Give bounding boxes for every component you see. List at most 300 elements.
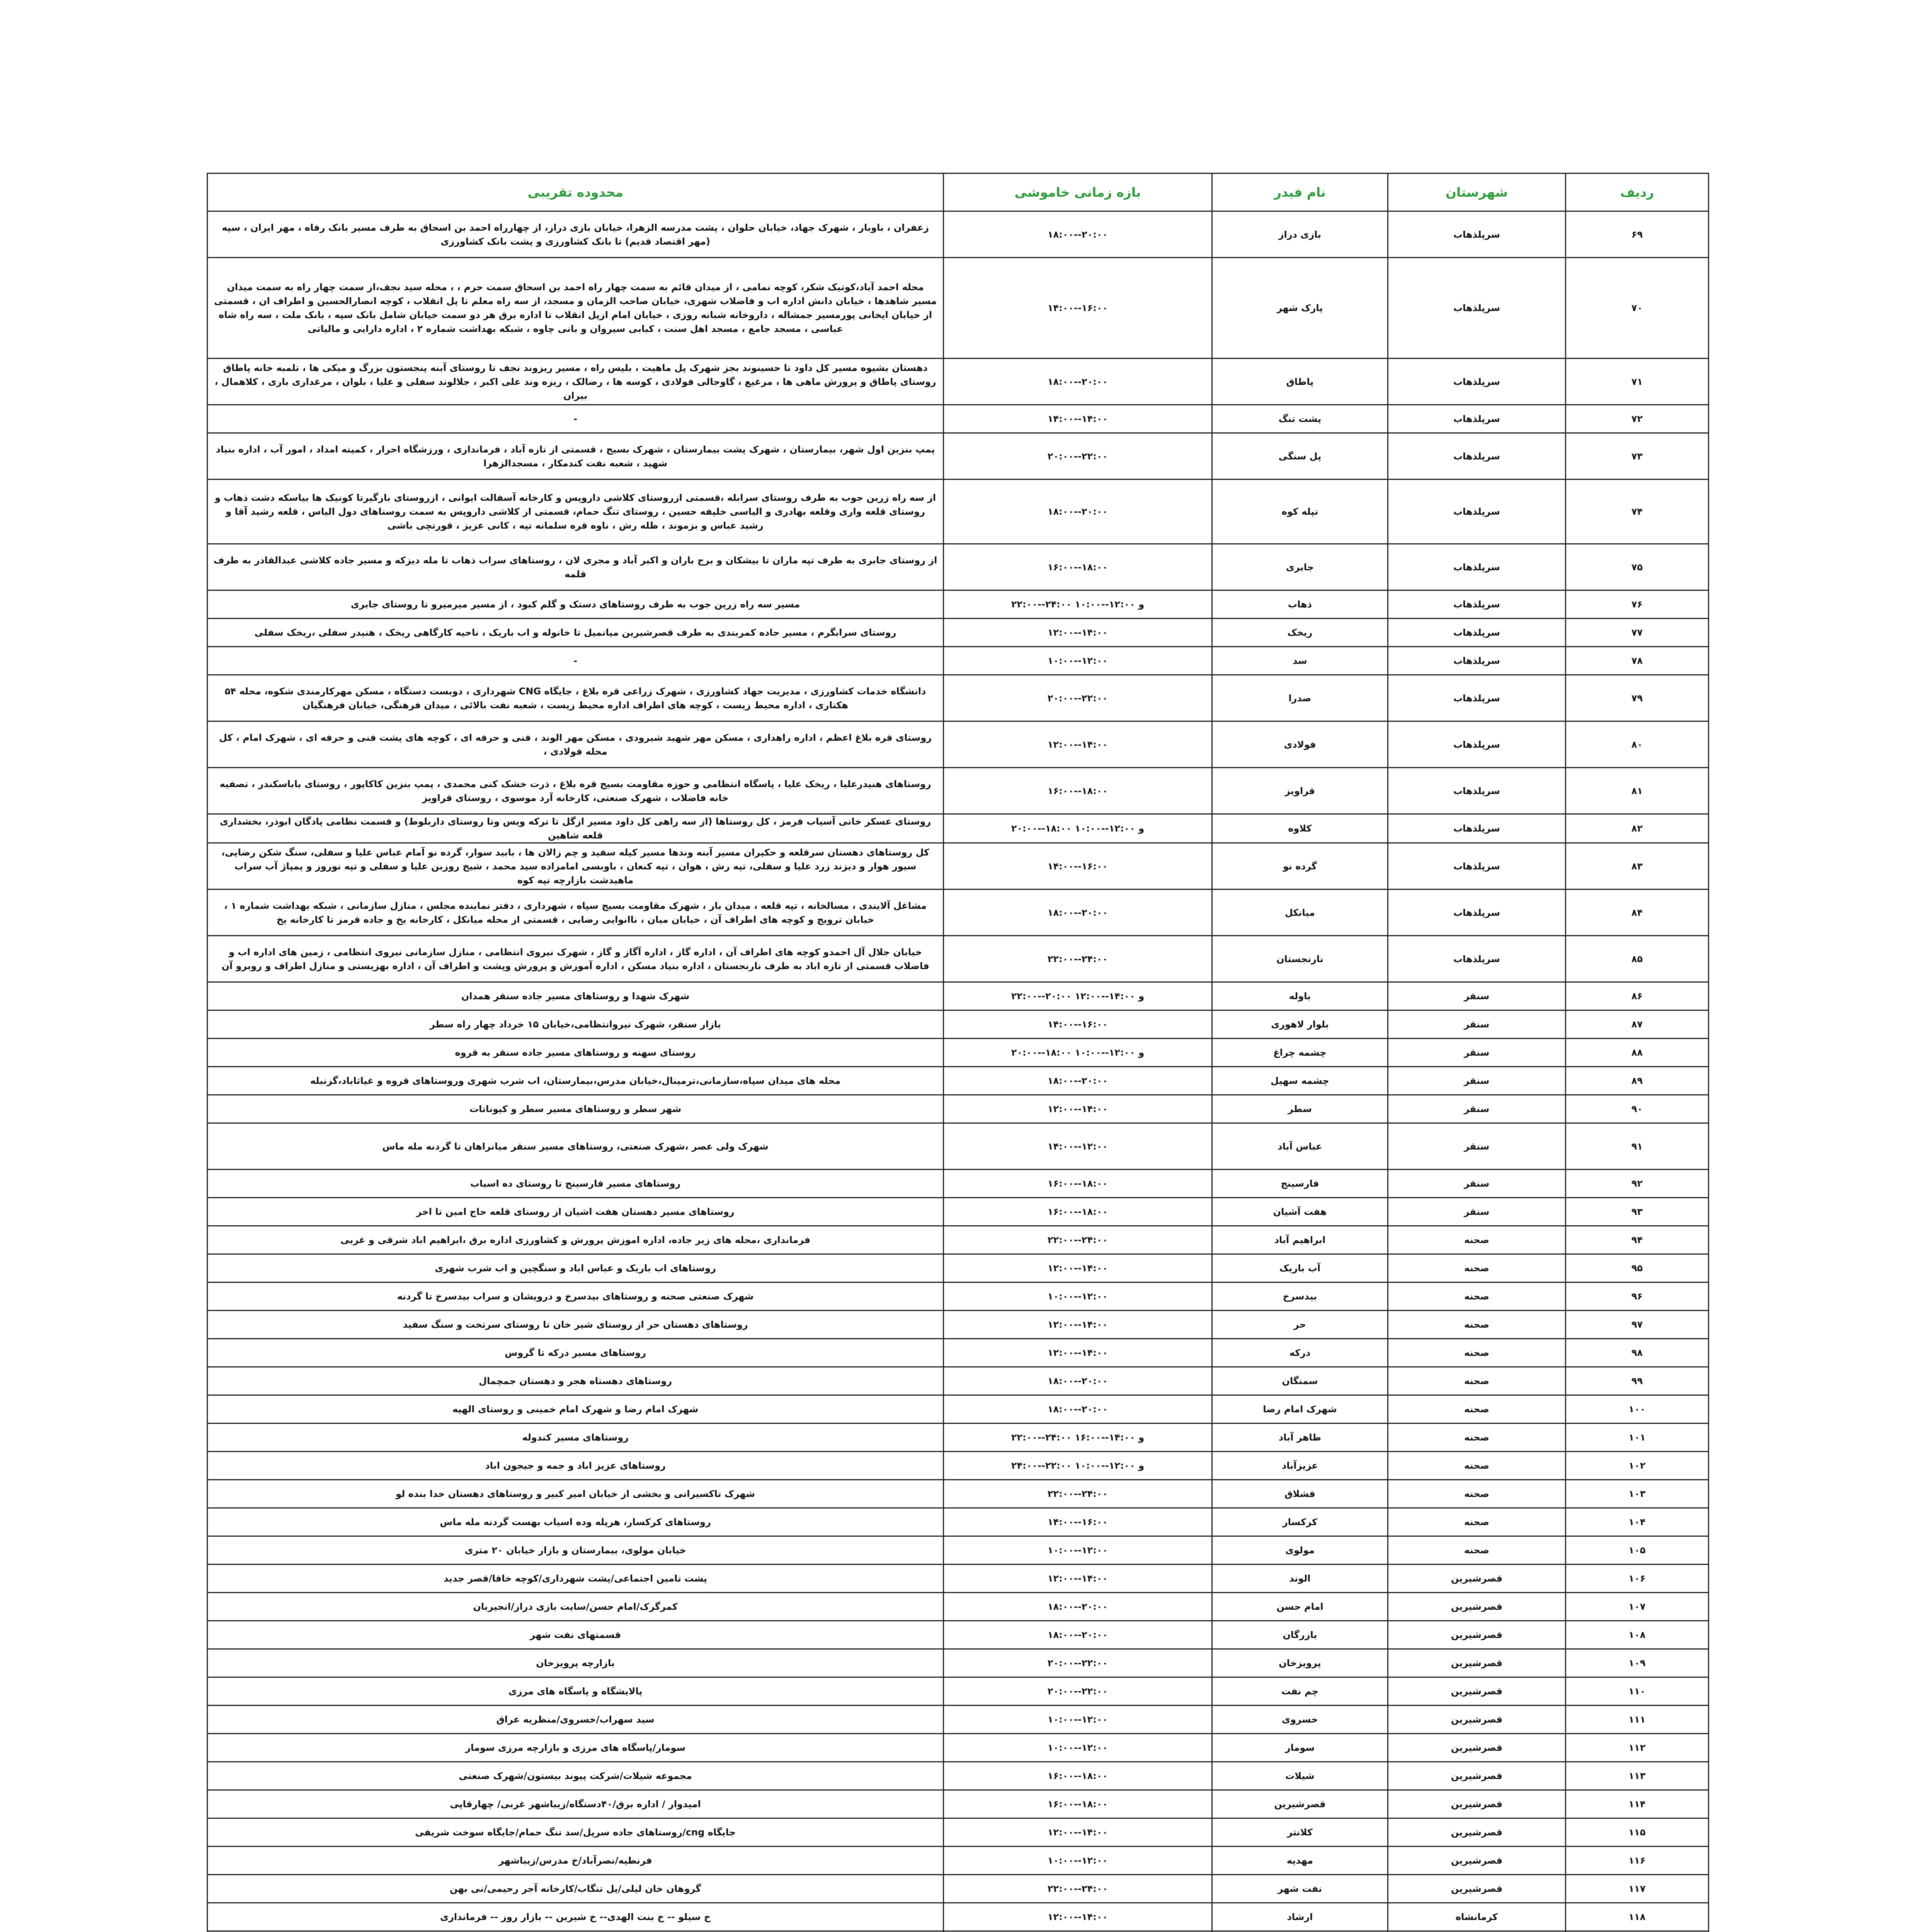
- feeder-cell: ریخک: [1212, 619, 1388, 647]
- city-cell: سنقر: [1388, 1123, 1566, 1170]
- city-cell: سنقر: [1388, 1095, 1566, 1123]
- table-row: [208, 889, 1709, 936]
- feeder-cell: تپله کوه: [1212, 480, 1388, 544]
- table-row: [208, 936, 1709, 982]
- table-row: [208, 1339, 1709, 1367]
- feeder-cell: ابراهیم آباد: [1212, 1226, 1388, 1254]
- city-cell: قصرشیرین: [1388, 1621, 1566, 1649]
- row-number: ۸۰: [1566, 721, 1709, 768]
- city-cell: سرپلذهاب: [1388, 647, 1566, 675]
- row-number: ۱۱۸: [1566, 1903, 1709, 1931]
- feeder-cell: نفت شهر: [1212, 1875, 1388, 1903]
- time-range-cell: ۱۰:۰۰--۱۲:۰۰: [944, 1706, 1212, 1734]
- table-row: [208, 843, 1709, 889]
- area-cell: روستاهای اب باریک و عباس اباد و سنگچین و اب شرب شهری: [208, 1254, 944, 1282]
- time-range-cell: ۱۴:۰۰--۱۶:۰۰: [944, 1508, 1212, 1536]
- feeder-cell: سد: [1212, 647, 1388, 675]
- city-cell: قصرشیرین: [1388, 1847, 1566, 1875]
- row-number: ۹۰: [1566, 1095, 1709, 1123]
- feeder-cell: پل سنگی: [1212, 433, 1388, 480]
- time-range-cell: ۲۰:۰۰--۱۸:۰۰ و ۱۲:۰۰--۱۰:۰۰: [944, 1039, 1212, 1067]
- time-range-cell: ۲۰:۰۰--۱۸:۰۰ و ۱۲:۰۰--۱۰:۰۰: [944, 814, 1212, 843]
- city-cell: صحنه: [1388, 1254, 1566, 1282]
- table-row: [208, 619, 1709, 647]
- feeder-cell: بلوار لاهوری: [1212, 1010, 1388, 1039]
- row-number: ۱۱۲: [1566, 1734, 1709, 1762]
- feeder-cell: سومار: [1212, 1734, 1388, 1762]
- row-number: ۱۱۵: [1566, 1818, 1709, 1847]
- city-cell: سرپلذهاب: [1388, 843, 1566, 889]
- feeder-cell: قشلاق: [1212, 1480, 1388, 1508]
- area-cell: محله احمد آباد،کوتیک شکر، کوچه نمامی ، از میدان قائم به سمت چهار راه احمد بن اسحاق سمت حرم ، ، محله سید نجف،از سمت چهار راه به سمت میدان مسیر شاهدها ، خیابان دانش اداره اب و فاضلاب شهری، خیابان صاحب الزمان و مسجد، از سه راه معلم تا پل انقلاب ، کوچه انصارالحسین و اطراف ان ، قسمتی از خیابان ایخانی پورمسیر جمشاله ، داروخانه شبانه روزی ، خیابان امام ازپل انقلاب تا اداره برق هر دو سمت خیابان شامل بانک سپه ، بانک ملت ، سه راه شاه عباسی ، مسجد جامع ، مسجد اهل سنت ، کبابی سیروان و بانی چاوه ، شبکه بهداشت شماره ۲ ، اداره دارایی و مالیاتی: [208, 258, 944, 359]
- time-range-cell: ۱۲:۰۰--۱۴:۰۰: [944, 1311, 1212, 1339]
- table-row: [208, 1847, 1709, 1875]
- row-number: ۸۵: [1566, 936, 1709, 982]
- row-number: ۹۹: [1566, 1367, 1709, 1395]
- row-number: ۹۴: [1566, 1226, 1709, 1254]
- city-cell: سنقر: [1388, 982, 1566, 1010]
- table-row: [208, 1170, 1709, 1198]
- area-cell: شهرک ولی عصر ،شهرک صنعتی، روستاهای مسیر سنقر میانراهان تا گردنه مله ماس: [208, 1123, 944, 1170]
- feeder-cell: پاطاق: [1212, 359, 1388, 405]
- city-cell: سرپلذهاب: [1388, 675, 1566, 721]
- area-cell: مسیر سه راه زرین جوب به طرف روستاهای دستک و گلم کبود ، از مسیر میرمیرو تا روستای جابری: [208, 590, 944, 619]
- time-range-cell: ۱۶:۰۰--۱۸:۰۰: [944, 768, 1212, 814]
- header-time-range: بازه زمانی خاموشی: [944, 173, 1212, 211]
- area-cell: روستاهای مسیر کندوله: [208, 1423, 944, 1452]
- feeder-cell: پرویزخان: [1212, 1649, 1388, 1677]
- city-cell: صحنه: [1388, 1423, 1566, 1452]
- area-cell: کمرگرک/امام حسن/سایت بازی دراز/انجیربان: [208, 1593, 944, 1621]
- table-row: [208, 1565, 1709, 1593]
- feeder-cell: مهدیه: [1212, 1847, 1388, 1875]
- time-range-cell: ۲۰:۰۰--۲۲:۰۰: [944, 675, 1212, 721]
- feeder-cell: بیدسرخ: [1212, 1282, 1388, 1311]
- feeder-cell: عزیزآباد: [1212, 1452, 1388, 1480]
- row-number: ۸۲: [1566, 814, 1709, 843]
- area-cell: فرنطیه/نصرآباد/خ مدرس/زیباشهر: [208, 1847, 944, 1875]
- city-cell: سرپلذهاب: [1388, 544, 1566, 590]
- feeder-cell: بازی دراز: [1212, 211, 1388, 258]
- city-cell: قصرشیرین: [1388, 1565, 1566, 1593]
- feeder-cell: شهرک امام رضا: [1212, 1395, 1388, 1423]
- time-range-cell: ۱۰:۰۰--۱۲:۰۰: [944, 647, 1212, 675]
- area-cell: شهرک شهدا و روستاهای مسیر جاده سنقر همدان: [208, 982, 944, 1010]
- time-range-cell: ۱۴:۰۰--۱۶:۰۰: [944, 1010, 1212, 1039]
- feeder-cell: پشت تنگ: [1212, 405, 1388, 433]
- row-number: ۱۰۲: [1566, 1452, 1709, 1480]
- city-cell: صحنه: [1388, 1395, 1566, 1423]
- table-row: [208, 1095, 1709, 1123]
- area-cell: مشاغل آلایندی ، مسالخانه ، تپه قلعه ، میدان بار ، شهرک مقاومت بسیج سپاه ، شهرداری ، دفتر نماینده مجلس ، منازل سازمانی ، شبکه بهداشت شماره ۱ ، خیابان ترویج و کوچه های اطراف آن ، خیابان میان ، ناانوایی رضایی ، قسمتی از محله میانکل ، کارخانه یخ و جاده قرمز تا کارخانه یخ: [208, 889, 944, 936]
- area-cell: روستای سرابگرم ، مسیر جاده کمربندی به طرف قصرشیرین میانمیل تا خانوله و اب باریک ، ناحیه کارگاهی ریخک ، هنیدر سفلی ،ریخک سفلی: [208, 619, 944, 647]
- area-cell: از روستای جابری به طرف تپه ماران تا بیشکان و برج باران و اکبر آباد و مجری لان ، روستاهای سراب ذهاب تا مله دیزکه و مسیر جاده کلاشی عبدالقادر به طرف قلمه: [208, 544, 944, 590]
- row-number: ۱۱۱: [1566, 1706, 1709, 1734]
- row-number: ۱۰۳: [1566, 1480, 1709, 1508]
- time-range-cell: ۱۸:۰۰--۲۰:۰۰: [944, 211, 1212, 258]
- feeder-cell: شیلات: [1212, 1762, 1388, 1790]
- row-number: ۸۴: [1566, 889, 1709, 936]
- city-cell: سرپلذهاب: [1388, 211, 1566, 258]
- table-row: [208, 211, 1709, 258]
- table-row: [208, 1734, 1709, 1762]
- city-cell: صحنه: [1388, 1367, 1566, 1395]
- area-cell: دانشگاه خدمات کشاورزی ، مدیریت جهاد کشاورزی ، شهرک زراعی قره بلاغ ، جایگاه CNG شهرداری ، دوبست دستگاه ، مسکن مهرکارمندی شکوه، محله ۵۴ هکتاری ، اداره محیط زیست ، کوچه های اطراف اداره محیط زیست ، شعبه نفت بالائی ، میدان فرهنگی، خیابان فرهنگیان: [208, 675, 944, 721]
- time-range-cell: ۱۲:۰۰--۱۴:۰۰: [944, 1095, 1212, 1123]
- time-range-cell: ۲۲:۰۰--۲۴:۰۰ و ۱۴:۰۰--۱۶:۰۰: [944, 1423, 1212, 1452]
- time-range-cell: ۱۴:۰۰--۱۶:۰۰: [944, 843, 1212, 889]
- time-range-cell: ۲۰:۰۰--۲۲:۰۰: [944, 433, 1212, 480]
- row-number: ۹۷: [1566, 1311, 1709, 1339]
- time-range-cell: ۱۶:۰۰--۱۸:۰۰: [944, 1198, 1212, 1226]
- area-cell: بازارچه پرویزخان: [208, 1649, 944, 1677]
- row-number: ۹۵: [1566, 1254, 1709, 1282]
- area-cell: خیابان مولوی، بیمارستان و بازار خیابان ۲۰ متری: [208, 1536, 944, 1565]
- time-range-cell: ۱۶:۰۰--۱۸:۰۰: [944, 1762, 1212, 1790]
- feeder-cell: سمنگان: [1212, 1367, 1388, 1395]
- table-body: [208, 211, 1709, 1932]
- city-cell: صحنه: [1388, 1480, 1566, 1508]
- row-number: ۷۴: [1566, 480, 1709, 544]
- table-row: [208, 1762, 1709, 1790]
- city-cell: کرمانشاه: [1388, 1903, 1566, 1931]
- area-cell: مجموعه شیلات/شرکت پیوند بیستون/شهرک صنعتی: [208, 1762, 944, 1790]
- time-range-cell: ۱۴:۰۰--۱۴:۰۰: [944, 405, 1212, 433]
- row-number: ۸۷: [1566, 1010, 1709, 1039]
- city-cell: سرپلذهاب: [1388, 814, 1566, 843]
- table-row: [208, 1621, 1709, 1649]
- city-cell: سنقر: [1388, 1039, 1566, 1067]
- time-range-cell: ۲۰:۰۰--۲۲:۰۰: [944, 1677, 1212, 1706]
- area-cell: روستاهای مسیر فارسینج تا روستای ده اسیاب: [208, 1170, 944, 1198]
- table-row: [208, 1039, 1709, 1067]
- area-cell: سومار/پاسگاه های مرزی و بازارچه مرزی سومار: [208, 1734, 944, 1762]
- time-range-cell: ۱۸:۰۰--۲۰:۰۰: [944, 1367, 1212, 1395]
- feeder-cell: جابری: [1212, 544, 1388, 590]
- feeder-cell: الوند: [1212, 1565, 1388, 1593]
- time-range-cell: ۲۲:۰۰--۲۴:۰۰ و ۱۲:۰۰--۱۰:۰۰: [944, 590, 1212, 619]
- area-cell: پشت تامین اجتماعی/پشت شهرداری/کوچه خاقا/قصر جدید: [208, 1565, 944, 1593]
- time-range-cell: ۱۸:۰۰--۲۰:۰۰: [944, 1593, 1212, 1621]
- row-number: ۸۳: [1566, 843, 1709, 889]
- city-cell: قصرشیرین: [1388, 1762, 1566, 1790]
- table-row: [208, 1706, 1709, 1734]
- city-cell: صحنه: [1388, 1311, 1566, 1339]
- area-cell: روستاهای عزیز اباد و جمه و جیجون اباد: [208, 1452, 944, 1480]
- area-cell: فرمانداری ،محله های زیر جاده، اداره اموزش پرورش و کشاورزی اداره برق ،ابراهیم اباد شرقی و غربی: [208, 1226, 944, 1254]
- table-row: [208, 1818, 1709, 1847]
- row-number: ۷۵: [1566, 544, 1709, 590]
- row-number: ۸۱: [1566, 768, 1709, 814]
- feeder-cell: ارشاد: [1212, 1903, 1388, 1931]
- table-row: [208, 433, 1709, 480]
- feeder-cell: کلانتر: [1212, 1818, 1388, 1847]
- area-cell: گروهان خان لیلی/پل تنگاب/کارخانه آجر رحیمی/نی بهن: [208, 1875, 944, 1903]
- table-row: [208, 1875, 1709, 1903]
- header-row: [208, 173, 1709, 211]
- city-cell: سنقر: [1388, 1010, 1566, 1039]
- city-cell: قصرشیرین: [1388, 1790, 1566, 1818]
- row-number: ۷۰: [1566, 258, 1709, 359]
- time-range-cell: ۱۲:۰۰--۱۴:۰۰: [944, 1903, 1212, 1931]
- row-number: ۷۳: [1566, 433, 1709, 480]
- area-cell: خ سیلو -- خ بنت الهدی-- خ شیرین -- بازار روز -- فرمانداری: [208, 1903, 944, 1931]
- city-cell: سرپلذهاب: [1388, 889, 1566, 936]
- row-number: ۸۶: [1566, 982, 1709, 1010]
- area-cell: سید سهراب/خسروی/منظریه عراق: [208, 1706, 944, 1734]
- city-cell: صحنه: [1388, 1508, 1566, 1536]
- area-cell: شهرک امام رضا و شهرک امام خمینی و روستای الهیه: [208, 1395, 944, 1423]
- time-range-cell: ۱۸:۰۰--۲۰:۰۰: [944, 1395, 1212, 1423]
- city-cell: سرپلذهاب: [1388, 768, 1566, 814]
- area-cell: شهر سطر و روستاهای مسیر سطر و کیوناتات: [208, 1095, 944, 1123]
- area-cell: روستاهای هنیدرعلیا ، ریخک علیا ، پاسگاه انتظامی و حوزه مقاومت بسیج قره بلاغ ، ذرت خشک کنی محمدی ، پمپ بنزین کاکاپور ، روستای باباسکندر ، تصفیه خانه فاضلاب ، شهرک صنعتی، کارخانه آرد موسوی ، روستای قراویز: [208, 768, 944, 814]
- feeder-cell: چشمه چراغ: [1212, 1039, 1388, 1067]
- table-row: [208, 1395, 1709, 1423]
- table-row: [208, 1423, 1709, 1452]
- row-number: ۱۱۰: [1566, 1677, 1709, 1706]
- feeder-cell: کلاوه: [1212, 814, 1388, 843]
- time-range-cell: ۱۶:۰۰--۱۸:۰۰: [944, 544, 1212, 590]
- time-range-cell: ۲۰:۰۰--۲۲:۰۰: [944, 1649, 1212, 1677]
- city-cell: سرپلذهاب: [1388, 590, 1566, 619]
- area-cell: قسمتهای نفت شهر: [208, 1621, 944, 1649]
- area-cell: روستای قره بلاغ اعظم ، اداره راهداری ، مسکن مهر شهید شیرودی ، مسکن مهر الوند ، فنی و حرفه ای ، کوچه های پشت فنی و حرفه ای ، شهرک امام ، کل محله فولادی ،: [208, 721, 944, 768]
- time-range-cell: ۱۲:۰۰--۱۴:۰۰: [944, 1565, 1212, 1593]
- table-row: [208, 675, 1709, 721]
- row-number: ۸۹: [1566, 1067, 1709, 1095]
- time-range-cell: ۱۰:۰۰--۱۲:۰۰: [944, 1536, 1212, 1565]
- city-cell: قصرشیرین: [1388, 1818, 1566, 1847]
- city-cell: صحنه: [1388, 1452, 1566, 1480]
- feeder-cell: فارسینج: [1212, 1170, 1388, 1198]
- time-range-cell: ۱۰:۰۰--۱۲:۰۰: [944, 1282, 1212, 1311]
- header-row-number: ردیف: [1566, 173, 1709, 211]
- area-cell: روستاهای دهستان حر از روستای شیر خان تا روستای سرتخت و سنگ سفید: [208, 1311, 944, 1339]
- area-cell: -: [208, 647, 944, 675]
- feeder-cell: باوله: [1212, 982, 1388, 1010]
- row-number: ۸۸: [1566, 1039, 1709, 1067]
- city-cell: قصرشیرین: [1388, 1649, 1566, 1677]
- table-row: [208, 982, 1709, 1010]
- feeder-cell: پارک شهر: [1212, 258, 1388, 359]
- city-cell: سنقر: [1388, 1170, 1566, 1198]
- city-cell: سنقر: [1388, 1067, 1566, 1095]
- row-number: ۱۰۶: [1566, 1565, 1709, 1593]
- row-number: ۷۸: [1566, 647, 1709, 675]
- row-number: ۱۰۸: [1566, 1621, 1709, 1649]
- city-cell: قصرشیرین: [1388, 1734, 1566, 1762]
- city-cell: قصرشیرین: [1388, 1677, 1566, 1706]
- blackout-schedule-table: [207, 173, 1709, 1932]
- time-range-cell: ۱۶:۰۰--۱۸:۰۰: [944, 1170, 1212, 1198]
- row-number: ۹۱: [1566, 1123, 1709, 1170]
- row-number: ۷۲: [1566, 405, 1709, 433]
- area-cell: روستای عسکر خانی آسیاب قرمز ، کل روستاها (از سه راهی کل داود مسیر ازگل تا ترکه ویس وتا روستای داربلوط) و قسمت نظامی پادگان ابوذر، بخشداری قلعه شاهین: [208, 814, 944, 843]
- city-cell: سرپلذهاب: [1388, 405, 1566, 433]
- area-cell: روستاهای مسیر دهستان هفت اشیان از روستای قلعه حاج امین تا اخر: [208, 1198, 944, 1226]
- area-cell: -: [208, 405, 944, 433]
- header-city: شهرستان: [1388, 173, 1566, 211]
- time-range-cell: ۱۲:۰۰--۱۴:۰۰: [944, 721, 1212, 768]
- time-range-cell: ۲۲:۰۰--۲۴:۰۰: [944, 1480, 1212, 1508]
- city-cell: صحنه: [1388, 1536, 1566, 1565]
- table-row: [208, 258, 1709, 359]
- table-row: [208, 721, 1709, 768]
- city-cell: صحنه: [1388, 1282, 1566, 1311]
- table-row: [208, 359, 1709, 405]
- city-cell: قصرشیرین: [1388, 1593, 1566, 1621]
- city-cell: سرپلذهاب: [1388, 359, 1566, 405]
- table-row: [208, 1123, 1709, 1170]
- table-row: [208, 480, 1709, 544]
- feeder-cell: کرکسار: [1212, 1508, 1388, 1536]
- area-cell: امیدوار / اداره برق/۴۰دستگاه/زیباشهر غربی/ چهارقاپی: [208, 1790, 944, 1818]
- table-row: [208, 1508, 1709, 1536]
- table-row: [208, 768, 1709, 814]
- feeder-cell: چشمه سهیل: [1212, 1067, 1388, 1095]
- city-cell: سرپلذهاب: [1388, 480, 1566, 544]
- city-cell: صحنه: [1388, 1226, 1566, 1254]
- area-cell: دهستان بشیوه مسیر کل داود تا حسینوند بجز شهرک پل ماهیت ، بلیس راه ، مسیر ریزوند نجف تا روستای آبنه پنجستون بزرگ و میکی ها ، تلمبه خانه پاطاق روستای پاطاق و پرورش ماهی ها ، مرغیع ، گاوجالی فولادی ، کوسه ها ، رضالک ، ریزه وند علی اکبر ، جلالوند سفلی و علیا ، بلوان ، مرغداری باری ، کلاهمال ، بیران: [208, 359, 944, 405]
- row-number: ۱۰۹: [1566, 1649, 1709, 1677]
- table-row: [208, 1649, 1709, 1677]
- time-range-cell: ۲۲:۰۰--۲۰:۰۰ و ۱۴:۰۰--۱۲:۰۰: [944, 982, 1212, 1010]
- table-row: [208, 814, 1709, 843]
- feeder-cell: میانکل: [1212, 889, 1388, 936]
- row-number: ۷۶: [1566, 590, 1709, 619]
- row-number: ۱۰۷: [1566, 1593, 1709, 1621]
- table-row: [208, 1367, 1709, 1395]
- time-range-cell: ۲۲:۰۰--۲۴:۰۰: [944, 1226, 1212, 1254]
- header-feeder: نام فیدر: [1212, 173, 1388, 211]
- area-cell: روستای سهنه و روستاهای مسیر جاده سنقر به قروه: [208, 1039, 944, 1067]
- time-range-cell: ۱۸:۰۰--۲۰:۰۰: [944, 1067, 1212, 1095]
- feeder-cell: چم نفت: [1212, 1677, 1388, 1706]
- row-number: ۷۷: [1566, 619, 1709, 647]
- feeder-cell: قراویز: [1212, 768, 1388, 814]
- row-number: ۹۸: [1566, 1339, 1709, 1367]
- city-cell: سرپلذهاب: [1388, 619, 1566, 647]
- table-row: [208, 1010, 1709, 1039]
- row-number: ۶۹: [1566, 211, 1709, 258]
- time-range-cell: ۱۶:۰۰--۱۸:۰۰: [944, 1790, 1212, 1818]
- city-cell: قصرشیرین: [1388, 1706, 1566, 1734]
- feeder-cell: قصرشیرین: [1212, 1790, 1388, 1818]
- table-row: [208, 544, 1709, 590]
- row-number: ۷۱: [1566, 359, 1709, 405]
- area-cell: بازار سنقر، شهرک نیروانتظامی،خیابان ۱۵ خرداد چهار راه سطر: [208, 1010, 944, 1039]
- row-number: ۱۰۴: [1566, 1508, 1709, 1536]
- feeder-cell: خسروی: [1212, 1706, 1388, 1734]
- area-cell: شهرک صنعتی صحنه و روستاهای بیدسرخ و درویشان و سراب بیدسرخ تا گردنه: [208, 1282, 944, 1311]
- table-row: [208, 1593, 1709, 1621]
- feeder-cell: ذهاب: [1212, 590, 1388, 619]
- city-cell: سنقر: [1388, 1198, 1566, 1226]
- city-cell: سرپلذهاب: [1388, 433, 1566, 480]
- time-range-cell: ۱۴:۰۰--۱۲:۰۰: [944, 1123, 1212, 1170]
- time-range-cell: ۱۲:۰۰--۱۴:۰۰: [944, 1254, 1212, 1282]
- table-row: [208, 1452, 1709, 1480]
- time-range-cell: ۱۲:۰۰--۱۴:۰۰: [944, 1339, 1212, 1367]
- row-number: ۷۹: [1566, 675, 1709, 721]
- row-number: ۹۲: [1566, 1170, 1709, 1198]
- time-range-cell: ۱۸:۰۰--۲۰:۰۰: [944, 889, 1212, 936]
- time-range-cell: ۱۴:۰۰--۱۶:۰۰: [944, 258, 1212, 359]
- time-range-cell: ۱۸:۰۰--۲۰:۰۰: [944, 480, 1212, 544]
- area-cell: روستاهای کرکسار، هرپله وده اسیاب بهست گردنه مله ماس: [208, 1508, 944, 1536]
- table-row: [208, 1282, 1709, 1311]
- table-row: [208, 1067, 1709, 1095]
- table-row: [208, 1677, 1709, 1706]
- table-row: [208, 1903, 1709, 1931]
- time-range-cell: ۱۸:۰۰--۲۰:۰۰: [944, 1621, 1212, 1649]
- table-row: [208, 647, 1709, 675]
- feeder-cell: گرده نو: [1212, 843, 1388, 889]
- table-row: [208, 1198, 1709, 1226]
- area-cell: محله های میدان سپاه،سازمانی،ترمینال،خیابان مدرس،بیمارستان، اب شرب شهری وروستاهای قروه و غیاثاباد،گزنبله: [208, 1067, 944, 1095]
- table-row: [208, 1254, 1709, 1282]
- table-row: [208, 1480, 1709, 1508]
- table-row: [208, 1226, 1709, 1254]
- feeder-cell: امام حسن: [1212, 1593, 1388, 1621]
- feeder-cell: نارنجستان: [1212, 936, 1388, 982]
- time-range-cell: ۱۰:۰۰--۱۲:۰۰: [944, 1847, 1212, 1875]
- feeder-cell: درکه: [1212, 1339, 1388, 1367]
- header-area: محدوده تقریبی: [208, 173, 944, 211]
- time-range-cell: ۱۲:۰۰--۱۴:۰۰: [944, 619, 1212, 647]
- row-number: ۱۱۷: [1566, 1875, 1709, 1903]
- time-range-cell: ۲۲:۰۰--۲۴:۰۰: [944, 1875, 1212, 1903]
- city-cell: صحنه: [1388, 1339, 1566, 1367]
- city-cell: قصرشیرین: [1388, 1875, 1566, 1903]
- row-number: ۱۰۱: [1566, 1423, 1709, 1452]
- table-row: [208, 590, 1709, 619]
- feeder-cell: حر: [1212, 1311, 1388, 1339]
- feeder-cell: هفت آشیان: [1212, 1198, 1388, 1226]
- table-row: [208, 1536, 1709, 1565]
- time-range-cell: ۲۲:۰۰--۲۴:۰۰: [944, 936, 1212, 982]
- row-number: ۱۱۶: [1566, 1847, 1709, 1875]
- area-cell: خیابان جلال آل احمدو کوچه های اطراف آن ، اداره گاز ، اداره آگاز و گاز ، شهرک نیروی انتظامی ، منازل سازمانی نیروی انتظامی ، زمین های اداره اب و فاضلاب قسمتی از تازه اباد به طرف نارنجستان ، اداره بنیاد مسکن ، اداره آموزش و پرورش وپشت و اطراف آن ، اداره بهزیستی و منازل اطراف و روبرو آن: [208, 936, 944, 982]
- area-cell: شهرک تاکسیرانی و بخشی از خیابان امیر کبیر و روستاهای دهستان خدا بنده لو: [208, 1480, 944, 1508]
- area-cell: پالایشگاه و پاسگاه های مرزی: [208, 1677, 944, 1706]
- area-cell: روستاهای مسیر درکه تا گروس: [208, 1339, 944, 1367]
- area-cell: روستاهای دهستاه هجر و دهستان جمچمال: [208, 1367, 944, 1395]
- time-range-cell: ۱۰:۰۰--۱۲:۰۰: [944, 1734, 1212, 1762]
- feeder-cell: مولوی: [1212, 1536, 1388, 1565]
- area-cell: جایگاه cng/روستاهای جاده سرپل/سد تنگ حمام/جایگاه سوخت شریفی: [208, 1818, 944, 1847]
- table-row: [208, 1790, 1709, 1818]
- row-number: ۱۱۴: [1566, 1790, 1709, 1818]
- row-number: ۱۰۵: [1566, 1536, 1709, 1565]
- row-number: ۱۰۰: [1566, 1395, 1709, 1423]
- row-number: ۹۳: [1566, 1198, 1709, 1226]
- time-range-cell: ۱۲:۰۰--۱۴:۰۰: [944, 1818, 1212, 1847]
- feeder-cell: بازرگان: [1212, 1621, 1388, 1649]
- row-number: ۹۶: [1566, 1282, 1709, 1311]
- city-cell: سرپلذهاب: [1388, 721, 1566, 768]
- feeder-cell: طاهر آباد: [1212, 1423, 1388, 1452]
- area-cell: از سه راه زرین جوب به طرف روستای سرابله ،قسمتی ازروستای کلاشی داروپس و کارخانه آسفالت ایوانی ، ازروستای بازگیرتا کونیک ها بیاسکه دشت ذهاب و روستای قلعه واری وقلعه بهادری و الیاسی خلیفه حسین ، روستای تنگ حمام، قسمتی از کلاشی داروپس به سمت روستاهای دول الیاس ، قلعه رشید آقا و رشید عباس و بزموند ، ظله رش ، ناوه قره سلمانه تپه ، کانی عزیز ، قورتچی باشی: [208, 480, 944, 544]
- feeder-cell: فولادی: [1212, 721, 1388, 768]
- feeder-cell: آب باریک: [1212, 1254, 1388, 1282]
- area-cell: زعفران ، باوبار ، شهرک جهاد، خیابان حلوان ، پشت مدرسه الزهرا، خیابان بازی دراز، از چهارراه احمد بن اسحاق به طرف مسیر بانک رفاه ، مهر ایران ، سپه (مهر اقتصاد قدیم) تا بانک کشاورزی و پشت بانک کشاورزی: [208, 211, 944, 258]
- city-cell: سرپلذهاب: [1388, 936, 1566, 982]
- row-number: ۱۱۳: [1566, 1762, 1709, 1790]
- feeder-cell: سطر: [1212, 1095, 1388, 1123]
- feeder-cell: عباس آباد: [1212, 1123, 1388, 1170]
